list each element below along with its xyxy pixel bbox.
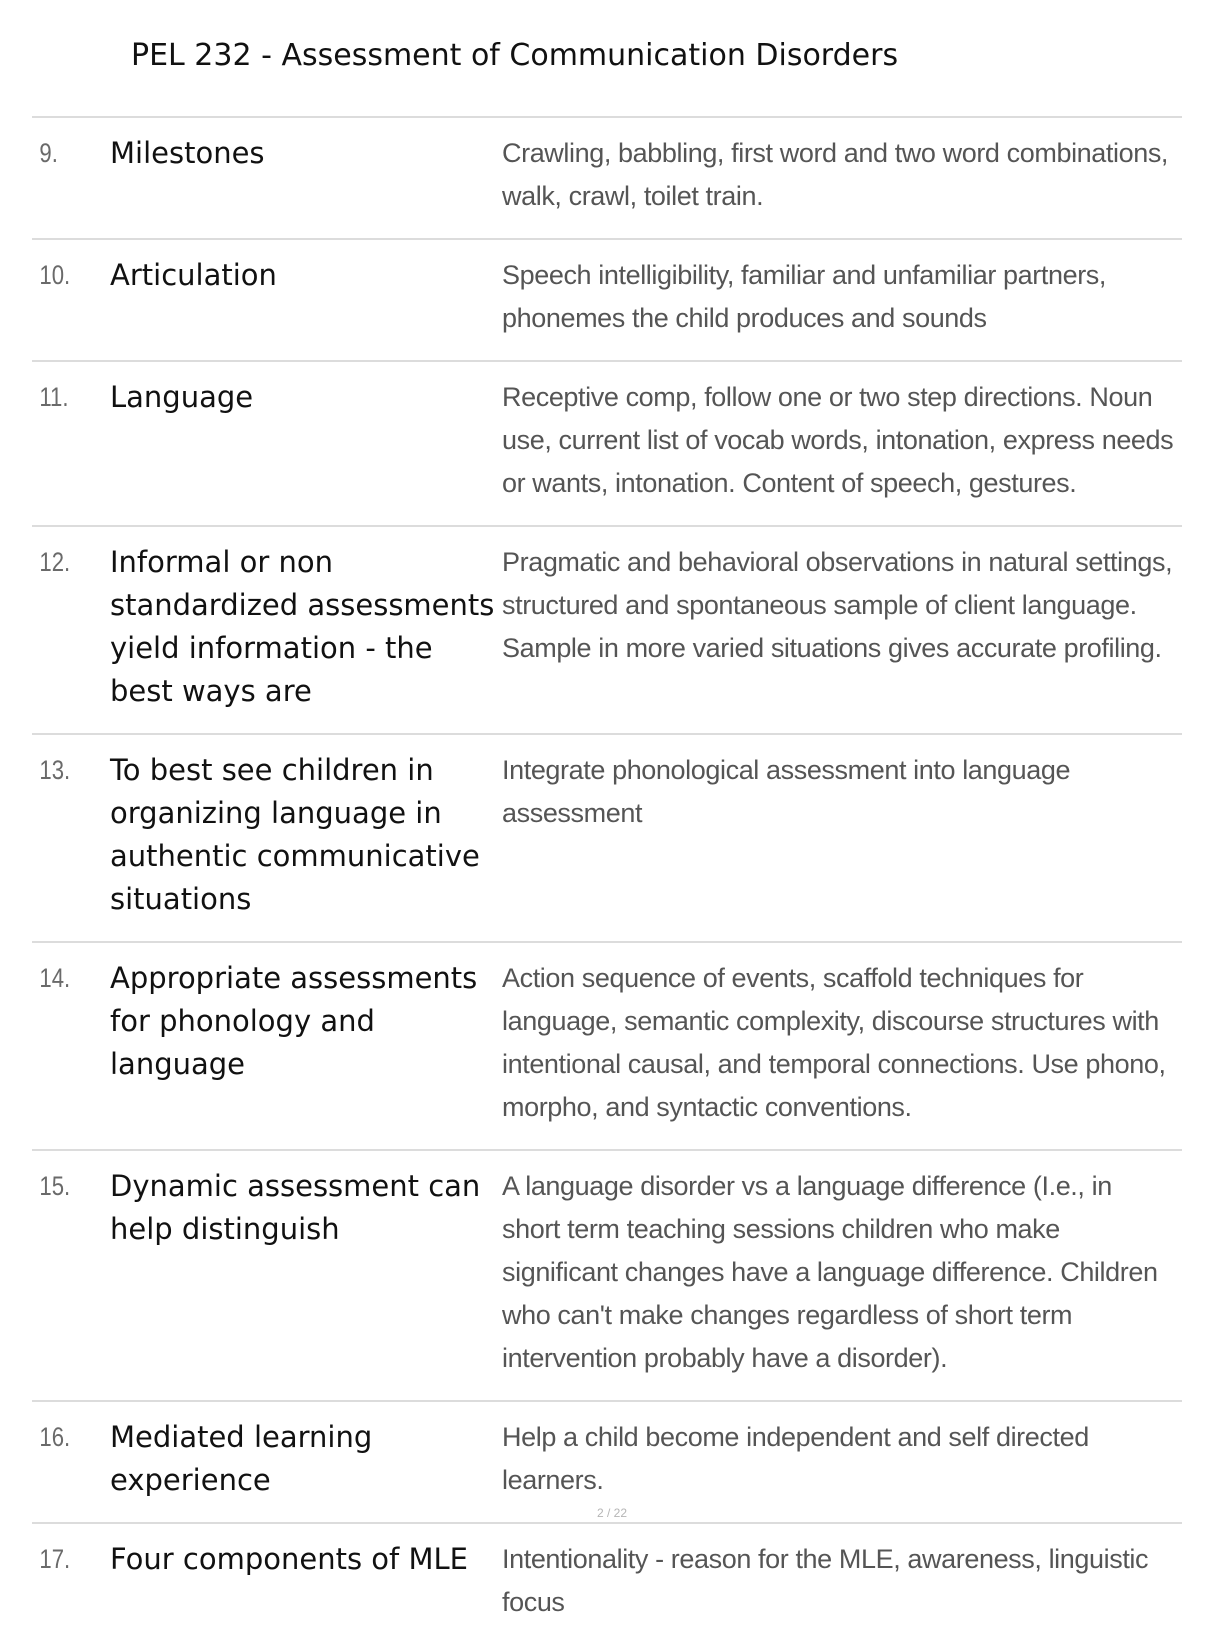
card-number: 17. — [39, 1544, 71, 1574]
page-title: PEL 232 - Assessment of Communication Disorders — [131, 38, 899, 73]
card-number: 12. — [39, 547, 71, 577]
flashcard-row — [32, 943, 1182, 1151]
card-definition: Pragmatic and behavioral observations in natural settings, structured and spontaneous sample of client language. Sample in more varied situations gives accurate profiling. — [502, 547, 1173, 663]
flashcard-row — [32, 1524, 1182, 1644]
card-number: 9. — [39, 138, 58, 168]
card-term: Informal or non standardized assessments yield information - the best ways are — [110, 545, 495, 708]
card-definition: Crawling, babbling, first word and two word combinations, walk, crawl, toilet train. — [502, 138, 1169, 211]
card-definition: Help a child become independent and self directed learners. — [502, 1422, 1089, 1495]
card-number: 16. — [39, 1422, 71, 1452]
card-number: 13. — [39, 755, 71, 785]
card-term: Dynamic assessment can help distinguish — [110, 1169, 481, 1246]
flashcard-row — [32, 735, 1182, 943]
card-term: Appropriate assessments for phonology and language — [110, 961, 478, 1081]
card-definition: Speech intelligibility, familiar and unfamiliar partners, phonemes the child produces and sounds — [502, 260, 1106, 333]
card-definition: Action sequence of events, scaffold techniques for language, semantic complexity, discourse structures with intentional causal, and temporal connections. Use phono, morpho, and syntactic conventions. — [502, 963, 1166, 1122]
card-term: Four components of MLE — [110, 1542, 468, 1576]
card-definition: Intentionality - reason for the MLE, awareness, linguistic focus — [502, 1544, 1149, 1617]
flashcard-row — [32, 1151, 1182, 1402]
card-term: Mediated learning experience — [110, 1420, 373, 1497]
flashcard-row — [32, 240, 1182, 362]
flashcard-row — [32, 118, 1182, 240]
flashcard-row — [32, 527, 1182, 735]
card-term: Milestones — [110, 136, 265, 170]
card-definition: Integrate phonological assessment into language assessment — [502, 755, 1071, 828]
card-term: To best see children in organizing language in authentic communicative situations — [110, 753, 480, 916]
card-term: Language — [110, 380, 254, 414]
card-definition: Receptive comp, follow one or two step directions. Noun use, current list of vocab words, intonation, express needs or wants, intonation. Content of speech, gestures. — [502, 382, 1174, 498]
card-number: 11. — [39, 382, 69, 412]
flashcard-list — [32, 116, 1182, 1644]
card-term: Articulation — [110, 258, 277, 292]
card-number: 14. — [39, 963, 71, 993]
card-definition: A language disorder vs a language difference (I.e., in short term teaching sessions children who make significant changes have a language difference. Children who can't make changes regardless of short term intervention probably have a disorder). — [502, 1171, 1158, 1373]
flashcard-row — [32, 362, 1182, 527]
card-number: 15. — [39, 1171, 71, 1201]
card-number: 10. — [39, 260, 71, 290]
page-number: 2 / 22 — [596, 1506, 628, 1520]
